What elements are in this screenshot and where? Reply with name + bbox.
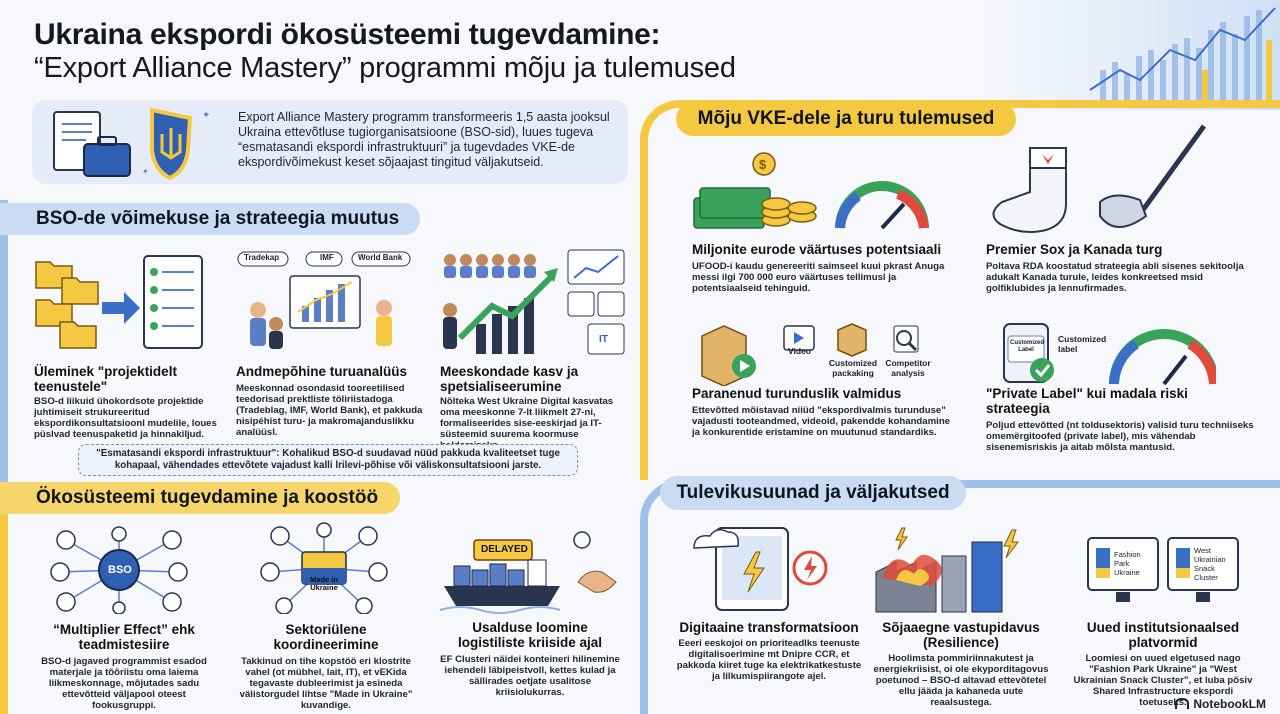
section-rail-yellow — [0, 488, 8, 714]
team-growth-illustration — [436, 246, 626, 358]
logo-world-bank: World Bank — [358, 253, 403, 262]
fashion-park-logo: Fashion Park Ukraine — [1114, 550, 1141, 577]
sme-item-1-title: Miljonite eurode väärtuses potentsiaali — [692, 242, 942, 257]
svg-text:✦: ✦ — [142, 167, 149, 176]
bso-item-3-title: Meeskondade kasv ja spetsialiseerumine — [440, 364, 579, 394]
sme-item-3-text: Ettevõtted mõistavad niiüd "ekspordivalmis turunduse" vajadusti tooteandmed, videoid, pakendde kohandamine ja konkurentide eristamine on muutunud standardiks. — [692, 405, 951, 438]
coins-and-gauge-icon — [690, 148, 930, 240]
ukraine-shield-icon — [152, 110, 190, 178]
sock-and-golf-icon — [990, 118, 1250, 240]
delayed-sign: DELAYED — [481, 544, 528, 555]
future-item-1 — [676, 620, 862, 682]
logo-tradekap: Tradekap — [244, 253, 280, 262]
bso-item-2 — [236, 364, 428, 438]
sme-item-2-title: Premier Sox ja Kanada turg — [986, 242, 1163, 257]
bso-item-1 — [34, 364, 224, 440]
sme-item-3-title: Paranenud turunduslik valmidus — [692, 386, 902, 401]
eco-item-1-title: “Multiplier Effect” ehk teadmistesiire — [53, 622, 195, 652]
page-title: Ukraina ekspordi ökosüsteemi tugevdamine: — [34, 18, 661, 51]
sme-item-4 — [986, 386, 1254, 453]
section-rail-blue — [0, 200, 8, 490]
made-in-ukraine-label: Made in Ukraine — [310, 575, 338, 592]
sector-coordination-illustration — [254, 522, 394, 614]
eco-item-3-text: EF Clusteri näidei konteineri hilinemine iehendeli läbipeistvoll, kettes kulad ja sällirades oetjate usalitose kriisiolukurras. — [440, 654, 620, 698]
svg-text:✦: ✦ — [202, 110, 211, 121]
future-item-3-title: Uued institutsionaalsed platvormid — [1086, 620, 1240, 650]
future-item-2-text: Hoolimsta pommiriinnakutest ja energiekriisist, oi ole ekyporditagovus poetunod – BSO-d altavad ettevõtetel ellu jääda ja kahaneda uute reaalsustega. — [873, 653, 1049, 708]
data-analysis-illustration — [236, 250, 412, 360]
resilience-factory-icon — [872, 522, 1042, 614]
bso-hub-label: BSO — [108, 564, 132, 576]
future-item-1-text: Eeeri eeskojoi on prioriteadlks teenuste digitalisoerimine mt Dnipre CCR, et pakkoda kiiret tuge ka elektrikatkestuste ja lilkumispiirangote ajel. — [676, 638, 862, 682]
snack-cluster-logo: West Ukrainian Snack Cluster — [1194, 546, 1226, 582]
section-title-bso: BSO-de võimekuse ja strateegia muutus — [0, 203, 420, 235]
packaging-label: Customized packaking — [828, 358, 878, 378]
bso-item-3-text: Nõlteka West Ukraine Digital kasvatas oma meeskonne 7-lt liikmelt 27-ni, formaliseerides sise-eeskirjad ja IT-süsteemid suurema koormuse — [440, 396, 614, 440]
decorative-chart-graphic — [980, 0, 1280, 110]
bso-item-1-text: BSO-d liikuid ühokordsote projektide juhtimiseit strukureeritud ekspordikonsultatsioonl mudelile, loues püslvad teenuspaketid ja hinnakiljud. — [34, 396, 217, 440]
multiplier-network-illustration — [44, 526, 194, 614]
eco-item-2-title: Sektoriülene koordineerimine — [273, 622, 379, 652]
intro-icons — [40, 104, 230, 182]
page-subtitle: “Export Alliance Mastery” programmi mõju ja tulemused — [34, 52, 736, 84]
bso-quote-box: "Esmatasandi ekspordi infrastruktuur": Kohalikud BSO-d suudavad nüüd pakkuda kvaliteetset tuge kohapaal, vähendades ettevõtete vajadust kalli lrilevi-põhise või väliskonsultatsiooni jarste. — [78, 444, 578, 476]
eco-item-1 — [34, 622, 214, 711]
sme-item-1-text: UFOOD-i kaudu genereeriti saimseel kuui pkrast Anuga messi ilgi 700 000 euro väärtuses tellimusl ja potentsiaalseid tehinguid. — [692, 261, 945, 294]
future-item-3-text: Loomiesi on uued elgetused nago "Fashion Park Ukraine" ja "West Ukrainian Snack Cluster", et luba põsiv Shared Infrastructure ekspordi toetuseks. — [1073, 653, 1253, 708]
eco-item-2 — [232, 622, 420, 711]
sme-item-3 — [692, 386, 954, 438]
svg-text:$: $ — [759, 157, 767, 172]
platforms-icon — [1086, 534, 1242, 616]
eco-item-3-title: Usalduse loomine logistiliste kriiside ajal — [457, 620, 603, 650]
sme-item-2 — [986, 242, 1254, 294]
sme-item-2-text: Poltava RDA koostatud strateegia abli sisenes sekitoolja adukalt Kanada turule, leides konkreetsed msid golfiklubides ja lennufirmades. — [986, 261, 1244, 294]
digital-transformation-icon — [684, 522, 834, 614]
bso-item-2-title: Andmepõhine turuanalüüs — [236, 364, 408, 379]
sme-item-4-title: "Private Label" kui madala riski strateegia — [986, 386, 1188, 416]
sme-item-1 — [692, 242, 954, 294]
competitor-label: Competitor analysis — [885, 358, 931, 378]
notebooklm-logo-icon — [1175, 698, 1189, 710]
intro-text: Export Alliance Mastery programm transformeeris 1,5 aasta jooksul Ukraina ettevõtluse tugiorganisatsioone (BSO-sid), luues tugeva “esmatasandi ekspordi infrastruktuuri” ja tugevdades VKE-de ekspordivõimekust keset sõjaajast tingitud väljakutseid. — [238, 110, 610, 169]
brand-name: NotebookLM — [1193, 697, 1266, 711]
section-title-future: Tulevikusuunad ja väljakutsed — [660, 476, 966, 510]
section-title-sme: Mõju VKE-dele ja turu tulemused — [676, 102, 1016, 136]
logo-imf: IMF — [320, 253, 334, 262]
eco-item-1-text: BSO-d jagaved programmist esadod materjale ja tõõriistu oma laiema liikmeskonnage, mõjutades sadu ettevõtteid väljapool oteest fookusgruppi. — [41, 656, 207, 711]
brand-watermark — [1175, 697, 1266, 711]
future-item-2 — [868, 620, 1054, 708]
logistics-ship-illustration — [440, 530, 620, 614]
it-label: IT — [599, 334, 608, 345]
eco-item-2-text: Takkinud on tihe kopstöö eri klostrite vahel (ot mübhel, lait, IT), et vEKida tegavaste dubleerimist ja esineda välistorgudel lihtse "Made in Ukraine" kuvandige. — [239, 656, 413, 711]
bso-item-2-text: Meeskonnad osondasid tooreetilised teedorisad prektliste töliriistadoga (Tradeblag, IMF, World Bank), et pakkuda nisipéhist turu- ja makromajanduslikku analüüsl. — [236, 383, 423, 438]
future-item-3 — [1068, 620, 1258, 708]
bso-item-3 — [440, 364, 630, 451]
video-label: Video — [788, 346, 811, 356]
jar-label-text: Customized Label — [1010, 340, 1045, 353]
customized-label-caption: Customized label — [1058, 334, 1107, 354]
sme-item-4-text: Poljud ettevõtted (nt toldusektoris) valisid turu techniiseks omemërgitoofed (private label), mis vähendab sisenemisriskis ja aitab mõlsta mantusid. — [986, 420, 1254, 453]
eco-item-3 — [440, 620, 620, 698]
section-title-ecosystem: Ökosüsteemi tugevdamine ja koostöö — [0, 482, 400, 514]
folders-to-checklist-icon — [32, 250, 208, 360]
future-item-1-title: Digitaaine transformatsioon — [679, 620, 859, 635]
future-item-2-title: Sõjaaegne vastupidavus (Resilience) — [882, 620, 1040, 650]
bso-item-1-title: Üleminek "projektidelt teenustele" — [34, 364, 177, 394]
